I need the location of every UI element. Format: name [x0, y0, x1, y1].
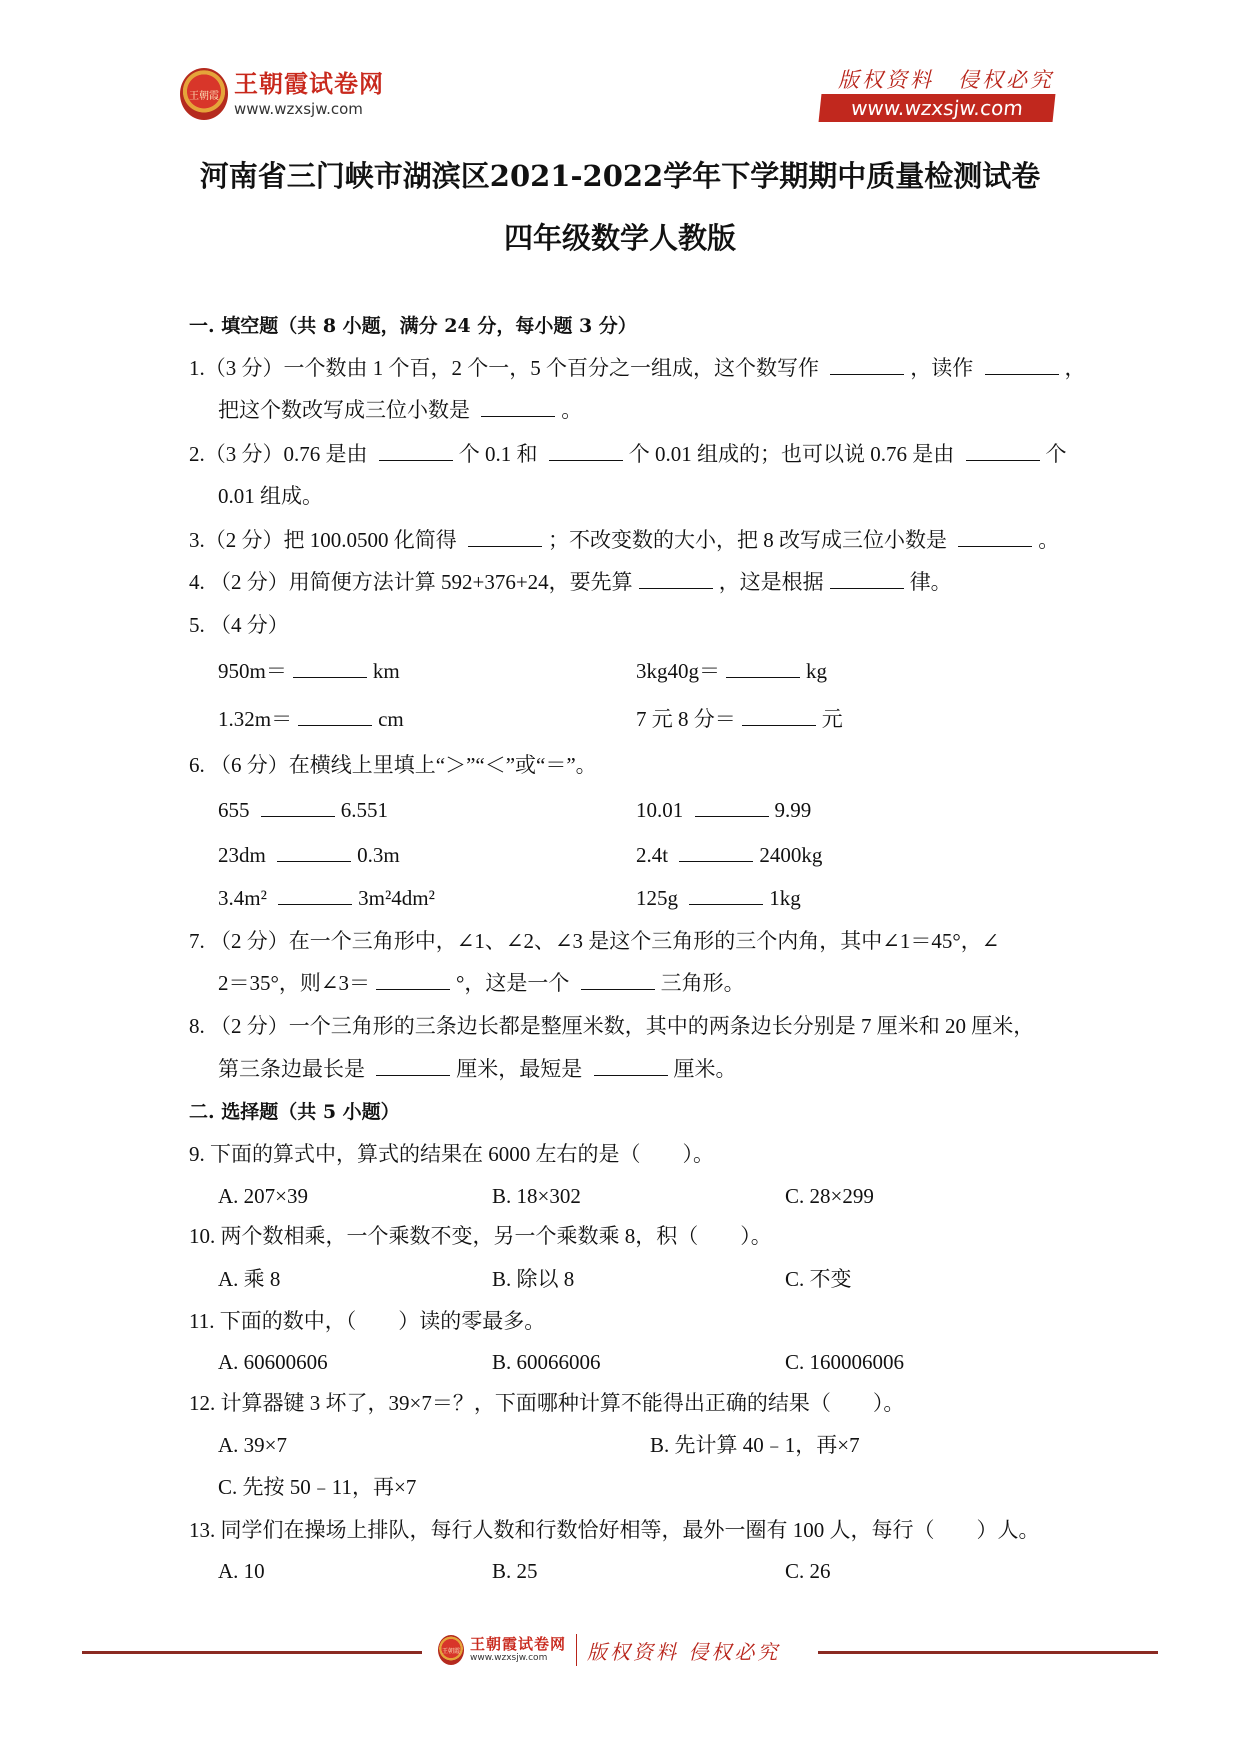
question-text: 个 0.1 和 [458, 442, 543, 466]
question-text: 3.（2 分）把 100.0500 化简得 [189, 528, 462, 552]
answer-blank[interactable] [594, 1057, 668, 1076]
question-text: A. 10 [218, 1559, 265, 1583]
question-text: A. 60600606 [218, 1350, 328, 1374]
question-text: 10.01 [636, 798, 689, 822]
question-text: 5. （4 分） [189, 613, 289, 637]
answer-blank[interactable] [830, 356, 904, 375]
answer-blank[interactable] [293, 659, 367, 678]
question-line [189, 1308, 545, 1334]
question-line [785, 1349, 904, 1375]
question-line [218, 1266, 280, 1292]
question-line [218, 885, 435, 911]
question-text: 10. 两个数相乘，一个乘数不变，另一个乘数乘 8，积（ ）。 [189, 1224, 772, 1248]
question-text: A. 39×7 [218, 1433, 288, 1457]
question-text: B. 除以 8 [492, 1267, 575, 1291]
footer-brand-name: 王朝霞试卷网 [470, 1635, 567, 1653]
answer-blank[interactable] [376, 1057, 450, 1076]
answer-blank[interactable] [726, 659, 800, 678]
question-line [492, 1558, 538, 1584]
footer-separator [576, 1634, 577, 1666]
question-line [650, 1432, 860, 1458]
question-text: 一. 填空题（共 8 小题，满分 24 分，每小题 3 分） [189, 315, 637, 337]
question-text: 3m²4dm² [358, 886, 435, 910]
question-line [218, 1432, 287, 1458]
question-line [189, 928, 999, 954]
question-line [189, 1390, 904, 1416]
question-text: 2＝35°，则∠3＝ [218, 971, 370, 995]
seal-icon [180, 68, 228, 120]
question-text: 1kg [769, 886, 801, 910]
answer-blank[interactable] [679, 843, 753, 862]
answer-blank[interactable] [481, 398, 555, 417]
question-text: 655 [218, 798, 255, 822]
footer-copyright: 版权资料 侵权必究 [587, 1639, 781, 1664]
footer-logo [438, 1634, 780, 1666]
question-text: 2.（3 分）0.76 是由 [189, 442, 373, 466]
question-text: kg [806, 659, 827, 683]
copyright-notice: 版权资料 侵权必究 [838, 68, 1054, 92]
question-line [785, 1266, 852, 1292]
question-line [218, 1474, 416, 1500]
footer-brand-url: www.wzxsjw.com [470, 1653, 548, 1663]
brand-name: 王朝霞试卷网 [234, 69, 384, 98]
answer-blank[interactable] [581, 971, 655, 990]
question-line [189, 569, 952, 595]
question-line [189, 1517, 1040, 1543]
answer-blank[interactable] [261, 798, 335, 817]
question-text: 3.4m² [218, 886, 273, 910]
question-line [785, 1558, 831, 1584]
answer-blank[interactable] [277, 843, 351, 862]
answer-blank[interactable] [639, 570, 713, 589]
question-text: 11. 下面的数中，（ ）读的零最多。 [189, 1309, 546, 1333]
brand-url: www.wzxsjw.com [234, 99, 363, 118]
answer-blank[interactable] [742, 707, 816, 726]
question-text: B. 60066006 [492, 1350, 601, 1374]
question-text: C. 160006006 [785, 1350, 905, 1374]
question-text: 950m＝ [218, 659, 287, 683]
question-line [218, 842, 400, 868]
question-line [785, 1183, 874, 1209]
question-line [189, 1223, 772, 1249]
question-text: 元 [821, 707, 843, 731]
section-heading [189, 313, 637, 339]
question-line [218, 1056, 737, 1082]
question-text: 2.4t [636, 843, 674, 867]
question-text: C. 26 [785, 1559, 831, 1583]
question-line [636, 842, 822, 868]
section-heading [189, 1099, 400, 1125]
question-line [218, 706, 404, 732]
footer-divider-left [82, 1651, 422, 1654]
question-text: C. 先按 50﹣11，再×7 [218, 1475, 417, 1499]
question-line [218, 658, 400, 684]
question-text: A. 乘 8 [218, 1267, 281, 1291]
question-text: ；不改变数的大小，把 8 改写成三位小数是 [548, 528, 953, 552]
question-text: 个 0.01 组成的；也可以说 0.76 是由 [628, 442, 960, 466]
question-text: 0.01 组成。 [218, 484, 323, 508]
question-text: 6. （6 分）在横线上里填上“＞”“＜”或“＝”。 [189, 753, 597, 777]
question-line [636, 658, 827, 684]
footer-seal-icon [438, 1635, 464, 1665]
question-line [189, 355, 1086, 381]
answer-blank[interactable] [966, 442, 1040, 461]
answer-blank[interactable] [278, 886, 352, 905]
question-text: 12. 计算器键 3 坏了，39×7＝？，下面哪种计算不能得出正确的结果（ ）。 [189, 1391, 905, 1415]
question-text: 。 [561, 398, 583, 422]
question-line [218, 397, 582, 423]
answer-blank[interactable] [985, 356, 1059, 375]
question-text: 把这个数改写成三位小数是 [218, 398, 476, 422]
question-line [636, 885, 801, 911]
question-text: 律。 [909, 570, 952, 594]
question-text: C. 28×299 [785, 1184, 874, 1208]
answer-blank[interactable] [376, 971, 450, 990]
question-text: 0.3m [357, 843, 400, 867]
question-text: 。 [1038, 528, 1060, 552]
question-line [189, 527, 1059, 553]
answer-blank[interactable] [689, 886, 763, 905]
answer-blank[interactable] [958, 528, 1032, 547]
question-text: B. 25 [492, 1559, 538, 1583]
question-text: 厘米，最短是 [456, 1057, 588, 1081]
question-text: 三角形。 [660, 971, 745, 995]
question-text: 二. 选择题（共 5 小题） [189, 1101, 400, 1123]
question-text: 3kg40g＝ [636, 659, 720, 683]
answer-blank[interactable] [468, 528, 542, 547]
question-line [189, 1141, 714, 1167]
question-text: 13. 同学们在操场上排队，每行人数和行数恰好相等，最外一圈有 100 人，每行（ ）人。 [189, 1518, 1040, 1542]
page-title: 河南省三门峡市湖滨区2021-2022学年下学期期中质量检测试卷 [199, 159, 1041, 193]
question-text: 4. （2 分）用简便方法计算 592+376+24，要先算 [189, 570, 633, 594]
question-text: 23dm [218, 843, 272, 867]
question-text: 个 [1045, 442, 1067, 466]
question-text: 9. 下面的算式中，算式的结果在 6000 左右的是（ ）。 [189, 1142, 714, 1166]
question-text: 7 元 8 分＝ [636, 707, 736, 731]
question-line [189, 752, 597, 778]
question-text: 2400kg [759, 843, 823, 867]
answer-blank[interactable] [549, 442, 623, 461]
question-text: 125g [636, 886, 684, 910]
question-line [636, 797, 811, 823]
site-logo [180, 68, 384, 120]
question-text: 9.99 [774, 798, 812, 822]
question-line [189, 441, 1067, 467]
footer-divider-right [818, 1651, 1158, 1654]
question-text: 1.32m＝ [218, 707, 293, 731]
question-line [492, 1266, 574, 1292]
question-text: 1.（3 分）一个数由 1 个百，2 个一，5 个百分之一组成，这个数写作 [189, 356, 825, 380]
question-text: km [372, 659, 400, 683]
page-subtitle: 四年级数学人教版 [503, 221, 736, 255]
question-line [189, 612, 289, 638]
footer-seal-text: 王朝霞 [441, 1647, 460, 1655]
question-line [492, 1183, 581, 1209]
question-line [189, 1013, 1034, 1039]
question-text: B. 先计算 40﹣1，再×7 [650, 1433, 860, 1457]
question-text: 6.551 [340, 798, 388, 822]
question-text: A. 207×39 [218, 1184, 309, 1208]
question-text: 第三条边最长是 [218, 1057, 371, 1081]
question-line [636, 706, 843, 732]
question-text: 8. （2 分）一个三角形的三条边长都是整厘米数，其中的两条边长分别是 7 厘米和 20 厘米， [189, 1014, 1035, 1038]
question-text: ， [1064, 356, 1086, 380]
question-line [218, 797, 388, 823]
question-line [218, 1183, 308, 1209]
answer-blank[interactable] [830, 570, 904, 589]
question-text: B. 18×302 [492, 1184, 581, 1208]
question-line [218, 483, 323, 509]
answer-blank[interactable] [298, 707, 372, 726]
question-text: cm [378, 707, 404, 731]
question-text: 厘米。 [673, 1057, 737, 1081]
seal-text: 王朝霞 [189, 90, 219, 102]
question-line [218, 1558, 265, 1584]
question-text: ，读作 [910, 356, 979, 380]
question-text: C. 不变 [785, 1267, 852, 1291]
question-line [218, 1349, 328, 1375]
question-line [218, 970, 745, 996]
answer-blank[interactable] [379, 442, 453, 461]
question-text: ，这是根据 [718, 570, 824, 594]
question-text: °，这是一个 [456, 971, 575, 995]
answer-blank[interactable] [695, 798, 769, 817]
question-line [492, 1349, 601, 1375]
url-banner: www.wzxsjw.com [819, 94, 1056, 122]
question-text: 7. （2 分）在一个三角形中，∠1、∠2、∠3 是这个三角形的三个内角，其中∠1＝45°，∠ [189, 929, 1000, 953]
